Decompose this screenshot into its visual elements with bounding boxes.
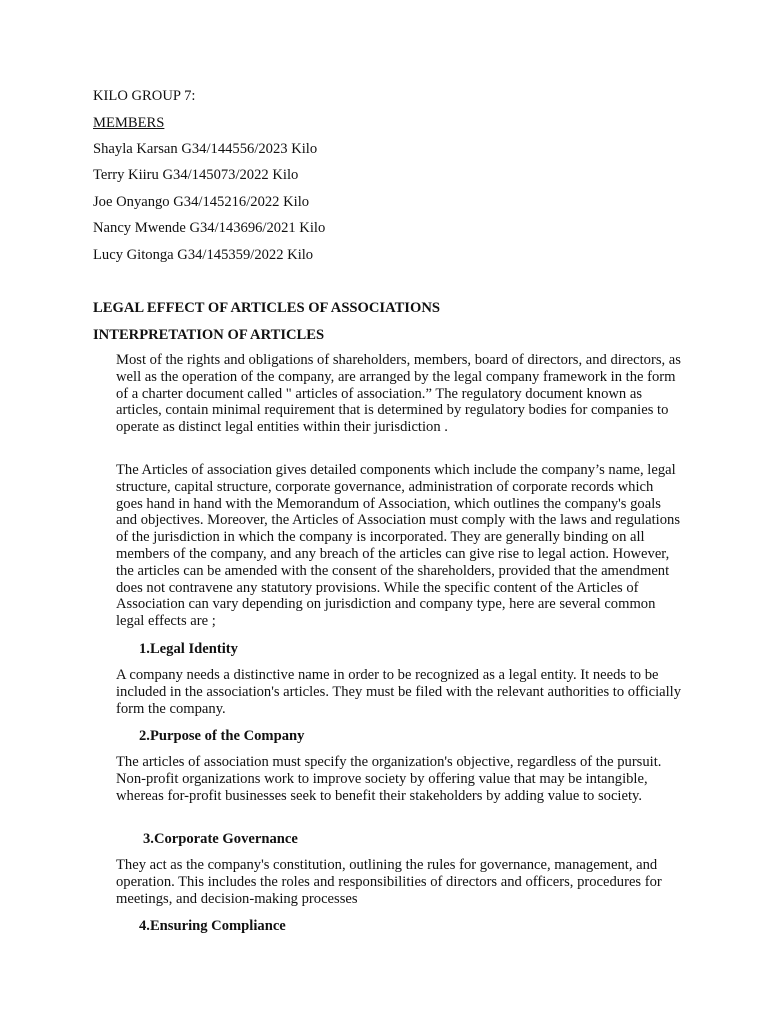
paragraph-text: Most of the rights and obligations of shareholders, members, board of directors, and directors, as well as the operation of the company, are arranged by the legal company framework in the form of a charter document called " articles of association.” The regulatory document known as articles, contain minimal requirement that is determined by regulatory bodies for companies to operate as distinct legal entities within their jurisdiction . bbox=[116, 352, 681, 436]
paragraph-text: A company needs a distinctive name in order to be recognized as a legal entity. It needs to be included in the association's articles. They must be filed with the relevant authorities to officially form the company. bbox=[116, 667, 682, 717]
member-item: Shayla Karsan G34/144556/2023 Kilo bbox=[93, 141, 318, 157]
member-item: Terry Kiiru G34/145073/2022 Kilo bbox=[93, 167, 299, 183]
main-heading: LEGAL EFFECT OF ARTICLES OF ASSOCIATIONS bbox=[93, 300, 440, 316]
paragraph-text: They act as the company's constitution, outlining the rules for governance, management, and operation. This includes the roles and responsibilities of directors and officers, procedures for meetings, and decision-making processes bbox=[116, 857, 662, 907]
paragraph-intro bbox=[116, 352, 682, 436]
member-item: Nancy Mwende G34/143696/2021 Kilo bbox=[93, 220, 326, 236]
section-heading: INTERPRETATION OF ARTICLES bbox=[93, 327, 325, 343]
member-item: Lucy Gitonga G34/145359/2022 Kilo bbox=[93, 247, 314, 263]
subheading-legal-identity: 1.Legal Identity bbox=[139, 641, 238, 657]
group-title: KILO GROUP 7: bbox=[93, 88, 196, 104]
paragraph-governance bbox=[116, 857, 682, 907]
paragraph-text: The articles of association must specify the organization's objective, regardless of the pursuit. Non-profit organizations work to improve society by offering value that may be intangible, whereas for-profit businesses seek to benefit their stakeholders by adding value to society. bbox=[116, 754, 662, 804]
paragraph-purpose bbox=[116, 754, 682, 804]
subheading-purpose: 2.Purpose of the Company bbox=[139, 728, 305, 744]
paragraph-text: The Articles of association gives detailed components which include the company’s name, legal structure, capital structure, corporate governance, administration of corporate records which goes hand in hand with the Memorandum of Association, which outlines the company's goals and objectives. Moreover, the Articles of Association must comply with the laws and regulations of the jurisdiction in which the company is incorporated. They are generally binding on all members of the company, and any breach of the articles can give rise to legal action. However, the articles can be amended with the consent of the shareholders, provided that the amendment does not contravene any statutory provisions. While the specific content of the Articles of Association can vary depending on jurisdiction and company type, here are several common legal effects are ; bbox=[116, 462, 680, 630]
member-item: Joe Onyango G34/145216/2022 Kilo bbox=[93, 194, 310, 210]
members-heading: MEMBERS bbox=[93, 115, 165, 131]
subheading-governance: 3.Corporate Governance bbox=[143, 831, 298, 847]
subheading-compliance: 4.Ensuring Compliance bbox=[139, 918, 286, 934]
paragraph-legal-identity bbox=[116, 667, 682, 717]
paragraph-components bbox=[116, 462, 682, 630]
